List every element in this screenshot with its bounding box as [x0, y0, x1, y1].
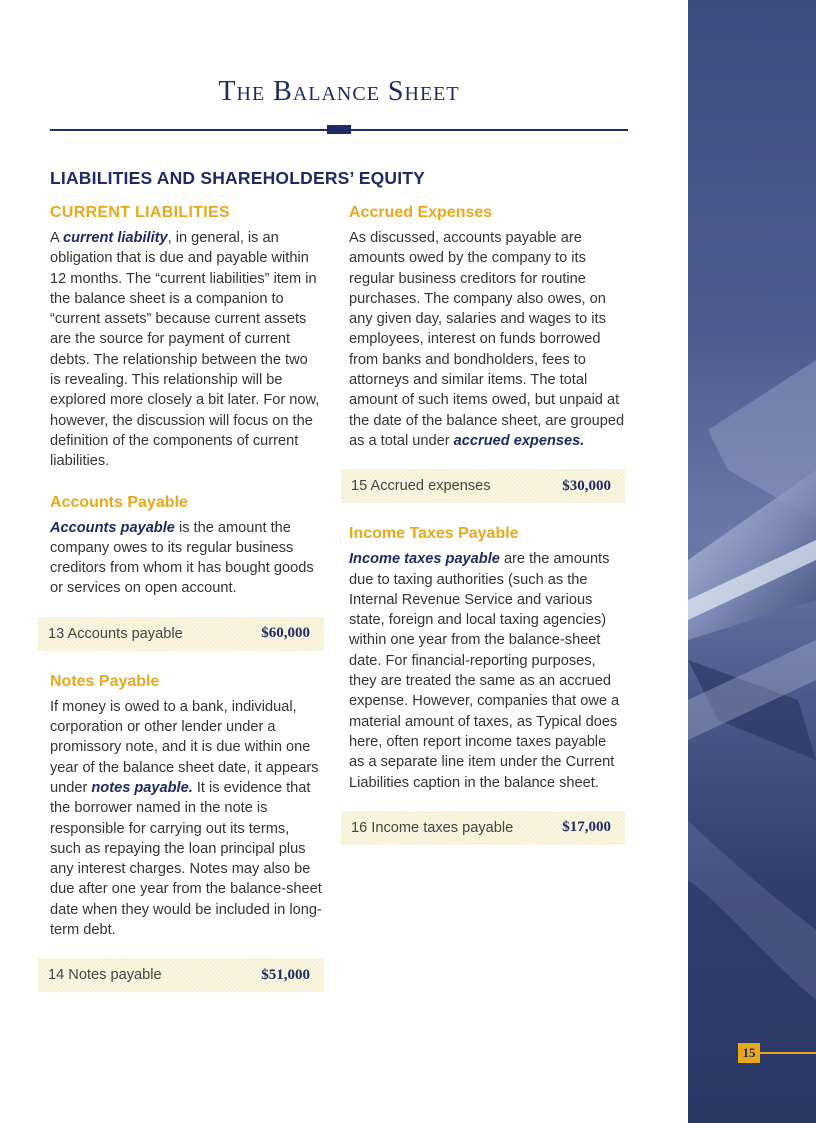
- accrued-expenses-heading: Accrued Expenses: [349, 204, 493, 221]
- line-item-notes-payable: [38, 958, 324, 992]
- current-liabilities-paragraph: A current liability, in general, is an obligation that is due and payable within 12 months. The “current liabilities” item in the balance sheet is a companion to “current assets” because current assets are the source for payment of current debts. The relationship between the two is revealing. This relationship will be explored more closely a bit later. For now, however, the discussion will focus on the definition of the components of current liabilities.: [50, 230, 320, 470]
- page-title: The Balance Sheet: [218, 76, 460, 107]
- income-taxes-payable-paragraph: Income taxes payable are the amounts due to taxing authorities (such as the Internal Revenue Service and various state, foreign and local taxing agencies) within one year from the balance-sheet date. For financial-reporting purposes, they are treated the same as an accrued expense. However, companies that owe a material amount of taxes, as Typical does here, often report income taxes payable as a separate line item under the Current Liabilities caption in the balance sheet.: [349, 551, 620, 791]
- line-item-accrued-expenses: [341, 469, 625, 503]
- current-liabilities-heading: CURRENT LIABILITIES: [50, 204, 230, 221]
- line-item-amount: $30,000: [562, 477, 611, 494]
- line-item-label: 16 Income taxes payable: [351, 819, 514, 836]
- current-liability-term: current liability: [62, 230, 168, 246]
- income-taxes-payable-heading: Income Taxes Payable: [349, 525, 519, 543]
- pen-photo-graphic: [688, 0, 816, 1123]
- line-item-amount: $17,000: [562, 819, 611, 836]
- notes-payable-term: notes payable.: [91, 779, 193, 796]
- accounts-payable-term: Accounts payable: [50, 519, 175, 536]
- line-item-amount: $60,000: [261, 625, 310, 642]
- section-heading: LIABILITIES AND SHAREHOLDERS’ EQUITY: [50, 168, 426, 188]
- decorative-photo-strip: [688, 0, 816, 1123]
- line-item-label: 14 Notes payable: [48, 967, 162, 984]
- income-taxes-payable-term: Income taxes payable: [349, 551, 500, 568]
- page-number-rule: [760, 1052, 816, 1054]
- accrued-expenses-term: accrued expenses.: [453, 432, 585, 449]
- line-item-amount: $51,000: [261, 966, 310, 983]
- accounts-payable-paragraph: Accounts payable is the amount the company owes to its regular business creditors from whom it has bought goods or services on open account.: [50, 519, 314, 597]
- accounts-payable-heading: Accounts Payable: [50, 493, 188, 511]
- line-item-accounts-payable: [38, 617, 324, 651]
- page-number: 15: [738, 1043, 760, 1063]
- left-column: [50, 204, 322, 992]
- notes-payable-paragraph: If money is owed to a bank, individual, corporation or other lender under a promissory note, and it is due within one year of the balance sheet date, it appears under notes payable. It is evidence that the borrower named in the note is responsible for carrying out its terms, such as repaying the loan principal plus any interest charges. Notes may also be due after one year from the balance-sheet date when they would be included in long-term debt.: [50, 698, 322, 939]
- title-rule-ornament: [327, 125, 351, 134]
- line-item-income-taxes-payable: [341, 811, 625, 845]
- line-item-label: 15 Accrued expenses: [351, 478, 491, 495]
- right-column: [349, 204, 625, 845]
- notes-payable-heading: Notes Payable: [50, 672, 160, 690]
- accrued-expenses-paragraph: As discussed, accounts payable are amounts owed by the company to its regular business creditors for routine purchases. The company also owes, on any given day, salaries and wages to its employees, interest on funds borrowed from banks and bondholders, fees to attorneys and similar items. The total amount of such items owed, but unpaid at the date of the balance sheet, are grouped as a total under accrued expenses.: [349, 230, 625, 449]
- line-item-label: 13 Accounts payable: [48, 625, 183, 642]
